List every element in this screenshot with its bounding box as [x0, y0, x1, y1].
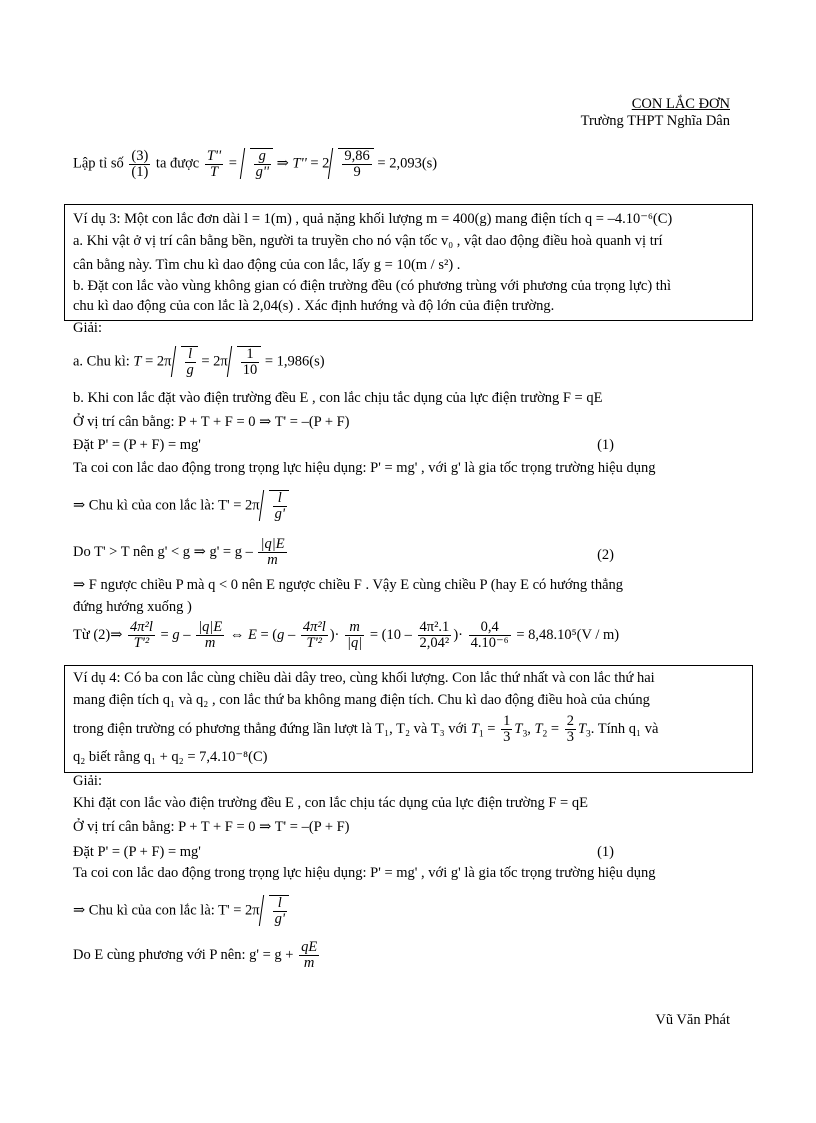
- sol4-khi: Khi đặt con lắc vào điện trường đều E , con lắc chịu tác dụng của lực điện trường F = qE: [73, 795, 588, 811]
- sol3-chuki: ⇒ Chu kì của con lắc là: T' = 2π $\frac{l}{g'}$: [73, 490, 289, 522]
- sol3-equilibrium: Ở vị trí cân bằng: P + T + F = 0 ⇒ T' = –(P + F): [73, 414, 350, 430]
- ex3-line4: b. Đặt con lắc vào vùng không gian có điện trường đều (có phương trùng với phương của trọng lực) thì: [73, 278, 672, 294]
- sol4-giai: Giải:: [73, 773, 102, 789]
- ex3-line5: chu kì dao động của con lắc là 2,04(s) . Xác định hướng và độ lớn của điện trường.: [73, 298, 555, 314]
- intro-line: Lập tỉ số $\frac{(3)}{(1)}$ ta được $\frac{T''}{T}$ = $\frac{g}{g''}$ ⇒ T'' = 2 $\frac{9,86}{9}$ = 2,093(s): [73, 147, 438, 180]
- sol3-tu: Từ (2)⇒ $\frac{\text{4π²l}}{\text{T'²}}$ = g – $\frac{|q|E}{m}$ ⇔ E = (g – $\frac{\text{4π²l}}{\text{T'²}}$ )· $\frac{m}{|q|}$ = (10 – $\frac{\text{4π².1}}{\text{2,04²}}$ )· $\frac{0,4}{\text{4.10⁻⁶}}$ = 8,48.10⁵(V / m): [73, 619, 620, 651]
- school-name: Trường THPT Nghĩa Dân: [580, 113, 730, 129]
- page-header: [581, 96, 730, 130]
- sol3-nguoc2: đứng hướng xuống ): [73, 599, 192, 615]
- ex4-line4: q₂ biết rằng q₁ + q₂ = 7,4.10⁻⁸(C): [73, 749, 268, 765]
- sol4-chuki: ⇒ Chu kì của con lắc là: T' = 2π $\frac{l}{g'}$: [73, 895, 289, 927]
- sol4-dat: Đặt P' = (P + F) = mg': [73, 844, 201, 860]
- sol3-coi: Ta coi con lắc dao động trong trọng lực hiệu dụng: P' = mg' , với g' là gia tốc trọng trường hiệu dụng: [73, 460, 656, 476]
- example-3-box: [64, 204, 753, 321]
- eq-number-1: (1): [597, 437, 614, 453]
- ex3-line2: a. Khi vật ở vị trí cân bằng bền, người ta truyền cho nó vận tốc v₀ , vật dao động điều hoà quanh vị trí: [73, 233, 663, 249]
- ex4-line2: mang điện tích q₁ và q₂ , con lắc thứ ba không mang điện tích. Chu kì dao động điều hoà của chúng: [73, 692, 650, 708]
- sol3-nguoc1: ⇒ F ngược chiều P mà q < 0 nên E ngược chiều F . Vậy E cùng chiều P (hay E có hướng thẳng: [73, 577, 624, 593]
- sol3-do: Do T' > T nên g' < g ⇒ g' = g – $\frac{|q|E}{m}$: [73, 536, 285, 568]
- ex4-line3: trong điện trường có phương thẳng đứng lần lượt là T₁, T₂ và T₃ với $T_1$ = $\frac{1}{3}$ $T_3$, $T_2$ = $\frac{2}{3}$ $T_3$. Tính q₁ và: [73, 713, 659, 745]
- footer-author: Vũ Văn Phát: [655, 1012, 730, 1028]
- sol3-dat: Đặt P' = (P + F) = mg': [73, 437, 201, 453]
- ex3-line3: cân bằng này. Tìm chu kì dao động của con lắc, lấy g = 10(m / s²) .: [73, 257, 461, 273]
- sol4-do: Do E cùng phương với P nên: g' = g + $\frac{qE}{m}$: [73, 939, 318, 971]
- sol4-coi: Ta coi con lắc dao động trong trọng lực hiệu dụng: P' = mg' , với g' là gia tốc trọng trường hiệu dụng: [73, 865, 656, 881]
- doc-title: CON LẮC ĐƠN: [631, 96, 730, 112]
- ex3-line1: Ví dụ 3: Một con lắc đơn dài l = 1(m) , quả nặng khối lượng m = 400(g) mang điện tích q = –4.10⁻⁶(C): [73, 211, 673, 227]
- sol3-giai: Giải:: [73, 320, 102, 336]
- eq-number-1b: (1): [597, 844, 614, 860]
- eq-number-2: (2): [597, 547, 614, 563]
- sol4-equilibrium: Ở vị trí cân bằng: P + T + F = 0 ⇒ T' = –(P + F): [73, 819, 350, 835]
- ex4-line1: Ví dụ 4: Có ba con lắc cùng chiều dài dây treo, cùng khối lượng. Con lắc thứ nhất và con lắc thứ hai: [73, 670, 655, 686]
- sol3-a: a. Chu kì: T = 2π $\frac{l}{g}$ = 2π $\frac{1}{10}$ = 1,986(s): [73, 346, 325, 378]
- example-4-box: [64, 665, 753, 773]
- sol3-b: b. Khi con lắc đặt vào điện trường đều E , con lắc chịu tắc dụng của lực điện trường F = qE: [73, 390, 603, 406]
